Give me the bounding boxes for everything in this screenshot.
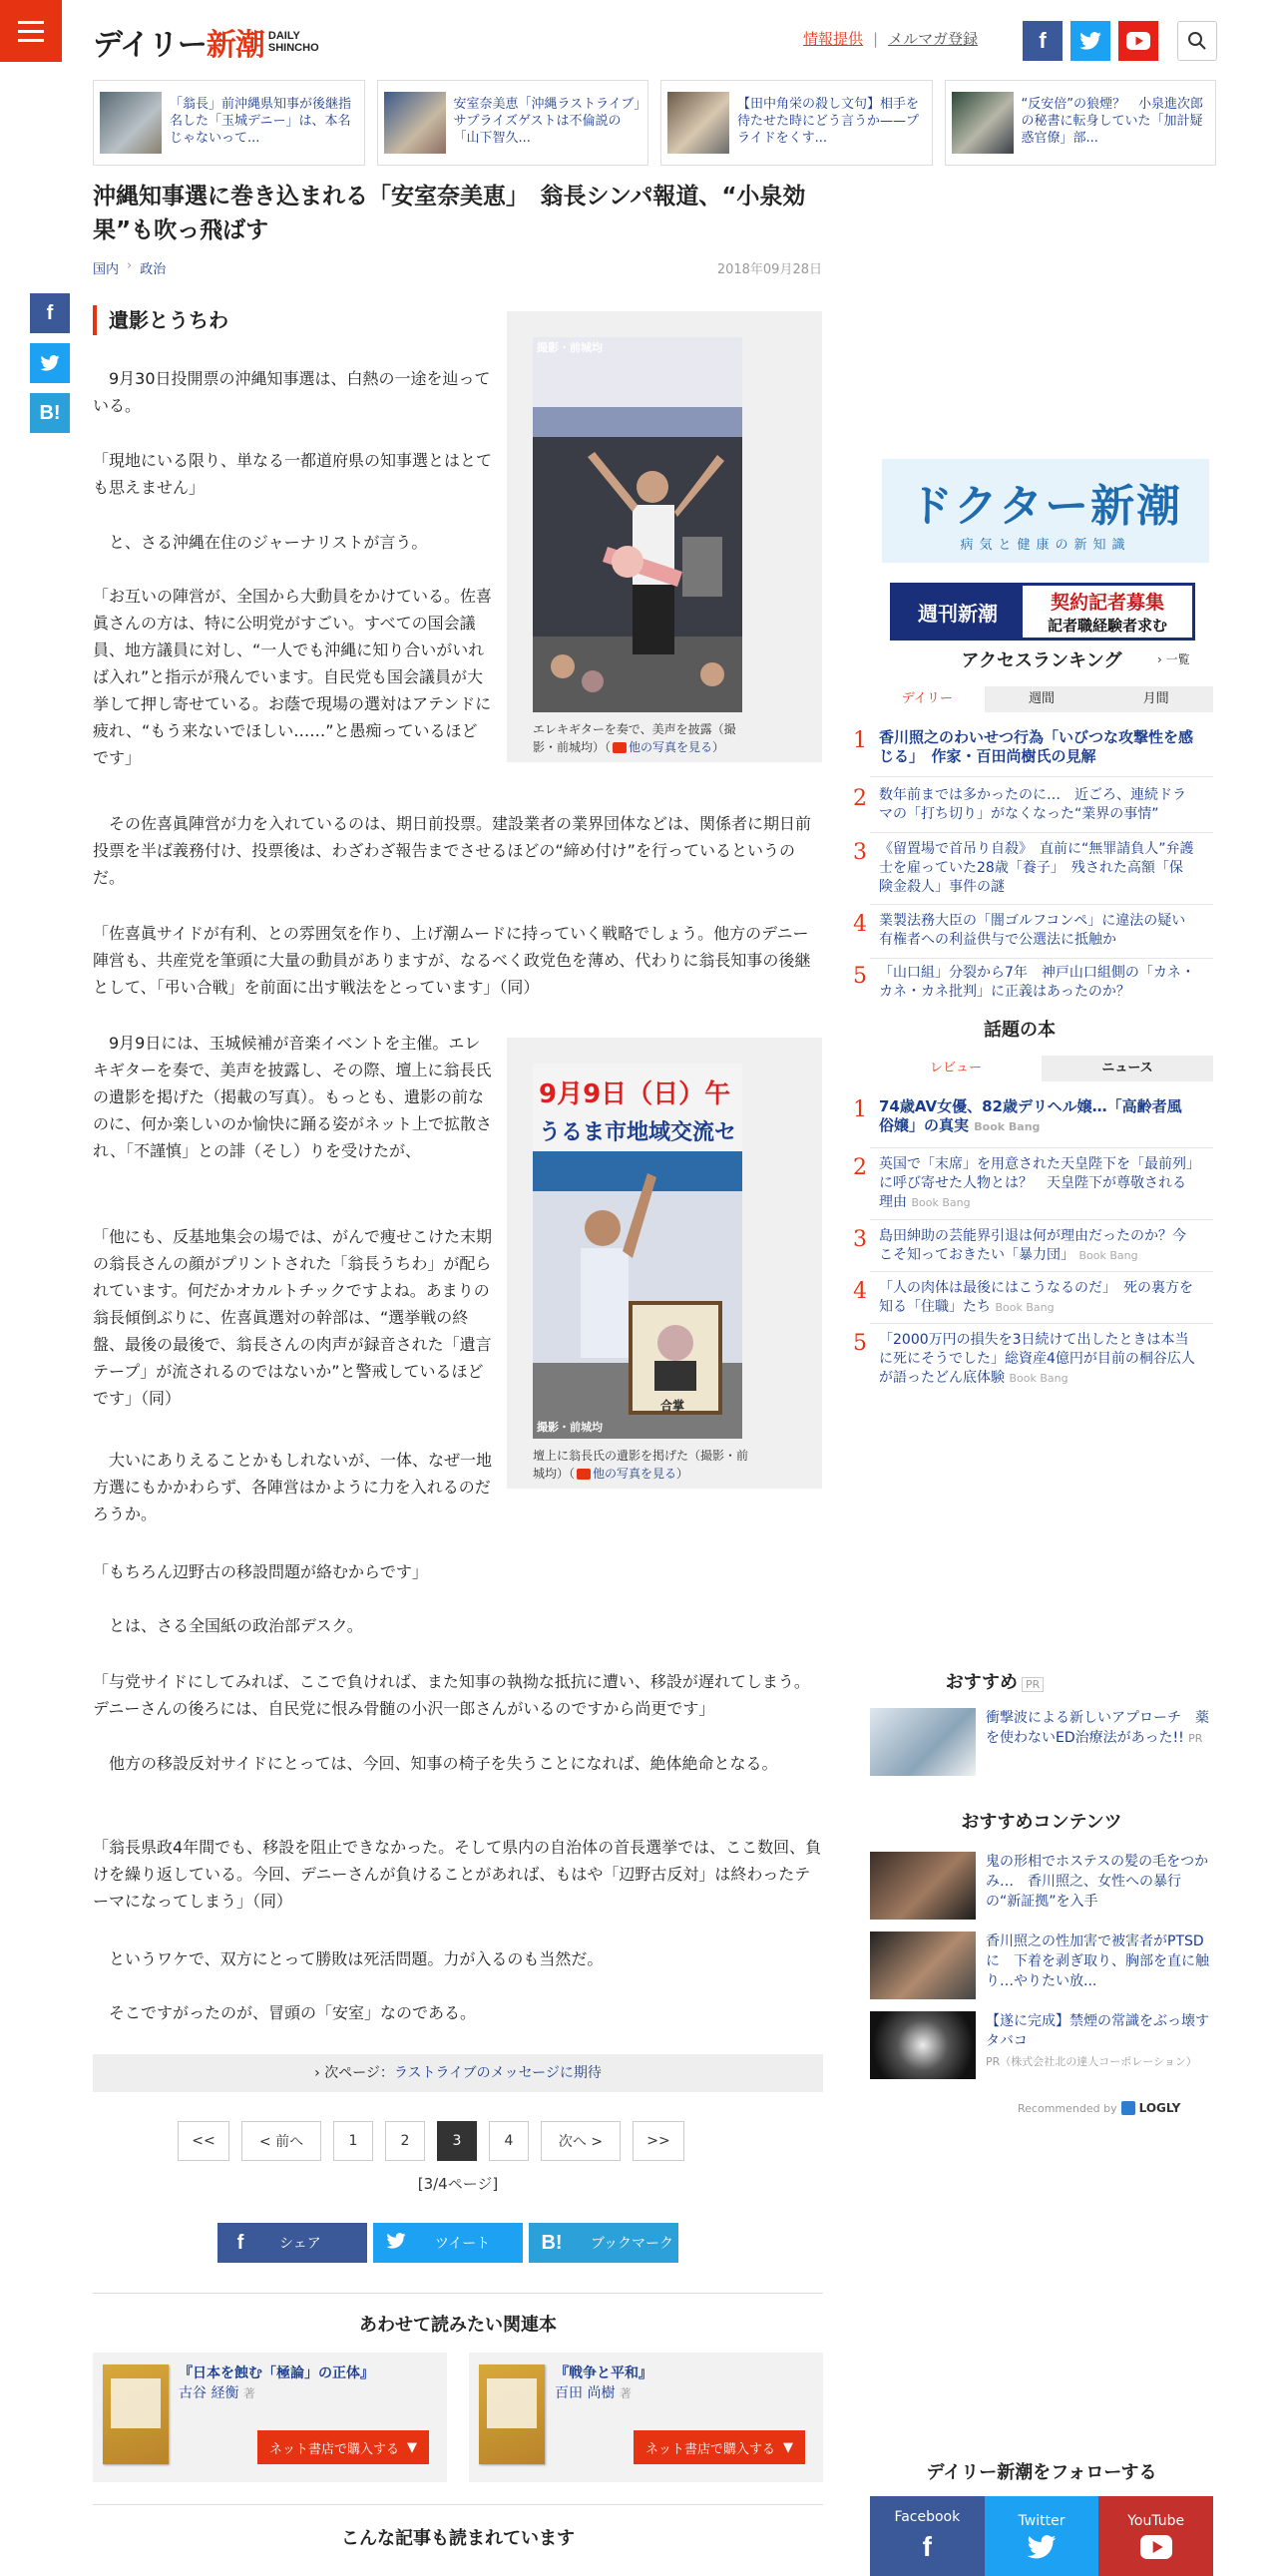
divider bbox=[93, 2293, 823, 2294]
rank-title-text: 英国で「末席」を用意された天皇陛下を「最前列」に呼び寄せた人物とは？ 天皇陛下が尊敬される理由 bbox=[879, 1156, 1193, 1210]
books-heading: 話題の本 bbox=[984, 1020, 1056, 1041]
recommended-by[interactable] bbox=[1018, 2101, 1180, 2115]
poster-place-text: うるま市地域交流セ bbox=[539, 1120, 737, 1145]
youtube-play-icon bbox=[1126, 32, 1150, 50]
rank-number: 3 bbox=[853, 1227, 867, 1252]
first-page-button[interactable]: << bbox=[178, 2121, 229, 2161]
content-title-text: 鬼の形相でホステスの髪の毛をつかみ… 香川照之、女性への暴行の“新証拠”を入手 bbox=[986, 1854, 1209, 1910]
tab-weekly[interactable]: 週間 bbox=[985, 686, 1099, 712]
recommended-title-text: 衝撃波による新しいアプローチ 薬を使わないED治療法があった!! bbox=[986, 1710, 1209, 1746]
article-thumbnail bbox=[100, 92, 162, 154]
logo-jp-b: 新潮 bbox=[206, 28, 264, 63]
paragraph: 「翁長県政4年間でも、移設を阻止できなかった。そして県内の自治体の首長選挙では、ここ数回、負けを繰り返している。今回、デニーさんが負けることがあれば、もはや「辺野古反対」は終わったテーマになってしまう」（同） bbox=[93, 1838, 822, 1911]
rank-title-text: 74歳AV女優、82歳デリヘル嬢…「高齢者風俗嬢」の真実 bbox=[879, 1097, 1182, 1134]
related-books-heading: あわせて読みたい関連本 bbox=[359, 2315, 557, 2336]
ad-shincho-text bbox=[1023, 586, 1192, 638]
divider bbox=[870, 1323, 1213, 1324]
paragraph: 「佐喜眞サイドが有利、との雰囲気を作り、上げ潮ムードに持っていく戦略でしょう。他方のデニー陣営も、共産党を筆頭に大量の動員がありますが、なるべく政党色を薄め、代わりに翁長知事の後継として、「弔い合戦」を前面に出す戦法をとっています」（同） bbox=[93, 924, 811, 997]
book-author: 百田 尚樹 bbox=[555, 2385, 616, 2401]
divider bbox=[870, 1147, 1213, 1148]
share-label: ツイート bbox=[435, 2236, 491, 2252]
ranking-item[interactable] bbox=[853, 728, 1196, 766]
chevron-right-icon: › bbox=[1157, 652, 1166, 666]
buy-book-button[interactable] bbox=[634, 2430, 805, 2464]
paragraph: 9月9日には、玉城候補が音楽イベントを主催。エレキギターを奏で、美声を披露し、その際、壇上に翁長氏の遺影を掲げた（掲載の写真）。もっとも、遺影の前なのに、何か楽しいのか愉快に踊る姿がネット上で拡散され、「不謹慎」との誹（そし）りを受けたが、 bbox=[93, 1034, 493, 1160]
ranking-item[interactable] bbox=[853, 786, 1196, 824]
rank-title[interactable] bbox=[879, 1331, 1196, 1388]
more-photos-link[interactable]: 他の写真を見る bbox=[629, 740, 713, 754]
book-cover-label bbox=[487, 2378, 537, 2428]
hatena-icon: B! bbox=[541, 2231, 563, 2254]
caret-down-icon: ▼ bbox=[783, 2439, 793, 2455]
top-article-card[interactable] bbox=[93, 80, 365, 166]
author-suffix: 著 bbox=[242, 2386, 255, 2400]
rank-source: Book Bang bbox=[1078, 1249, 1138, 1262]
share-label: シェア bbox=[279, 2236, 321, 2252]
recommended-by-text: Recommended by bbox=[1018, 2101, 1117, 2115]
content-item[interactable] bbox=[870, 1852, 1213, 1920]
pr-label: PR bbox=[1188, 1732, 1203, 1745]
breadcrumb-politics[interactable]: 政治 bbox=[140, 262, 167, 277]
portrait-caption-text: 合掌 bbox=[660, 1399, 685, 1413]
ad-recruit-subtitle: 記者職経験者求む bbox=[1047, 617, 1167, 635]
page-4-button[interactable]: 4 bbox=[489, 2121, 529, 2161]
logo-text bbox=[93, 20, 264, 64]
ranking-item[interactable] bbox=[853, 964, 1196, 1002]
top-article-text: 【田中角栄の殺し文句】相手を待たせた時にどう言うか——プライドをくす... bbox=[737, 97, 920, 146]
paragraph: 「現地にいる限り、単なる一都道府県の知事選とはとても思えません」 bbox=[93, 451, 493, 497]
twitter-share-button[interactable] bbox=[373, 2223, 523, 2263]
photo-caption bbox=[533, 720, 752, 756]
divider bbox=[870, 958, 1213, 959]
more-photos-link[interactable]: 他の写真を見る bbox=[593, 1467, 677, 1481]
section-subhead: 遺影とうちわ bbox=[93, 305, 228, 335]
header-separator: | bbox=[873, 29, 879, 48]
content-thumbnail bbox=[870, 2011, 976, 2079]
follow-youtube[interactable] bbox=[1098, 2496, 1213, 2576]
paragraph: と、さる沖縄在住のジャーナリストが言う。 bbox=[93, 533, 428, 552]
ad-doctor-title: ドクター新潮 bbox=[908, 480, 1183, 532]
rank-number: 2 bbox=[853, 1155, 867, 1180]
photo-box[interactable] bbox=[507, 311, 822, 762]
logo-en-1: DAILY bbox=[267, 30, 300, 42]
logo-en bbox=[268, 30, 319, 54]
rank-number: 5 bbox=[853, 964, 867, 989]
ranking-all-label: 一覧 bbox=[1165, 652, 1190, 666]
article-thumbnail bbox=[384, 92, 446, 154]
book-author-line bbox=[555, 2382, 632, 2402]
ranking-item[interactable] bbox=[853, 912, 1200, 950]
contents-heading: おすすめコンテンツ bbox=[961, 1812, 1122, 1833]
divider bbox=[870, 1219, 1213, 1220]
rank-number: 4 bbox=[853, 1279, 867, 1304]
breadcrumb-domestic[interactable]: 国内 bbox=[93, 262, 120, 277]
hatena-bookmark-button[interactable] bbox=[529, 2223, 678, 2263]
author-suffix: 著 bbox=[619, 2386, 632, 2400]
twitter-icon[interactable] bbox=[1070, 21, 1110, 61]
top-article-card[interactable] bbox=[660, 80, 933, 166]
follow-label: YouTube bbox=[1127, 2513, 1185, 2529]
page-3-button[interactable]: 3 bbox=[437, 2121, 477, 2161]
rank-number: 1 bbox=[853, 1097, 867, 1122]
header-links bbox=[803, 28, 978, 49]
next-page-bar[interactable] bbox=[93, 2054, 823, 2092]
page-count: [3/4ページ] bbox=[417, 2175, 499, 2193]
content-thumbnail bbox=[870, 1852, 976, 1920]
rank-title[interactable]: 香川照之のわいせつ行為「いびつな攻撃性を感じる」 作家・百田尚樹氏の見解 bbox=[879, 728, 1194, 765]
rank-title[interactable]: 「山口組」分裂から7年 神戸山口組側の「カネ・カネ・カネ批判」に正義はあったのか？ bbox=[879, 965, 1195, 1000]
article-date: 2018年09月28日 bbox=[716, 262, 822, 277]
buy-label: ネット書店で購入する bbox=[644, 2441, 775, 2457]
tab-daily[interactable]: デイリー bbox=[870, 686, 985, 712]
article-photo[interactable] bbox=[533, 337, 742, 712]
book-title[interactable]: 『日本を蝕む「極論」の正体』 bbox=[179, 2365, 374, 2381]
book-rank-item[interactable] bbox=[853, 1097, 1196, 1136]
top-article-card[interactable] bbox=[377, 80, 653, 166]
info-link[interactable]: 情報提供 bbox=[803, 30, 864, 48]
pr-badge: PR bbox=[1022, 1677, 1044, 1692]
header-social bbox=[1023, 21, 1158, 61]
rank-number: 2 bbox=[853, 786, 867, 811]
book-cover bbox=[479, 2364, 545, 2464]
article-thumbnail bbox=[952, 92, 1014, 154]
follow-label: Twitter bbox=[1018, 2513, 1066, 2529]
tab-news[interactable]: ニュース bbox=[1042, 1056, 1213, 1081]
divider bbox=[870, 904, 1213, 905]
shukan-shincho-ad[interactable] bbox=[890, 583, 1195, 641]
page-1-button[interactable]: 1 bbox=[333, 2121, 373, 2161]
rank-number: 5 bbox=[853, 1331, 867, 1356]
follow-label: Facebook bbox=[894, 2509, 961, 2525]
book-rank-item[interactable] bbox=[853, 1279, 1196, 1317]
divider bbox=[93, 2504, 823, 2505]
paragraph: そこですがったのが、冒頭の「安室」なのである。 bbox=[93, 2003, 477, 2022]
book-rank-item[interactable] bbox=[853, 1155, 1196, 1212]
article-thumbnail bbox=[667, 92, 729, 154]
rank-source: Book Bang bbox=[1009, 1372, 1068, 1385]
facebook-icon: f bbox=[236, 2231, 244, 2254]
book-rank-item[interactable] bbox=[853, 1227, 1196, 1265]
doctor-shincho-ad[interactable] bbox=[882, 459, 1209, 563]
prev-page-button[interactable]: < 前へ bbox=[241, 2121, 321, 2161]
follow-facebook[interactable] bbox=[870, 2496, 985, 2576]
caption-close: ） bbox=[712, 740, 725, 754]
rank-source: Book Bang bbox=[995, 1301, 1055, 1314]
next-page-link[interactable]: ラストライブのメッセージに期待 bbox=[393, 2065, 602, 2081]
article-photo[interactable] bbox=[533, 1064, 742, 1439]
content-title-text: 【遂に完成】禁煙の常識をぶっ壊すタバコ bbox=[986, 2013, 1209, 2049]
camera-icon bbox=[577, 1469, 591, 1480]
twitter-bird-icon bbox=[386, 2233, 406, 2249]
facebook-icon: f bbox=[922, 2531, 932, 2562]
ad-doctor-subtitle: 病気と健康の新知識 bbox=[960, 537, 1131, 553]
top-article-card[interactable] bbox=[945, 80, 1217, 166]
content-item[interactable] bbox=[870, 1932, 1213, 1999]
buy-label: ネット書店で購入する bbox=[268, 2441, 399, 2457]
facebook-share-button[interactable] bbox=[217, 2223, 367, 2263]
rank-title-text: 「2000万円の損失を3日続けて出したときは本当に死にそうでした」総資産4億円が目前の桐谷広人が語ったどん底体験 bbox=[879, 1332, 1195, 1386]
side-twitter-icon[interactable] bbox=[30, 343, 70, 383]
side-facebook-icon[interactable]: f bbox=[30, 293, 70, 333]
search-icon bbox=[1187, 31, 1207, 51]
article-title: 沖縄知事選に巻き込まれる「安室奈美恵」 翁長シンパ報道、“小泉効果”も吹っ飛ばす bbox=[93, 184, 806, 243]
camera-icon bbox=[613, 742, 627, 753]
recommended-item[interactable] bbox=[870, 1708, 1213, 1776]
last-page-button[interactable]: >> bbox=[633, 2121, 684, 2161]
page-2-button[interactable]: 2 bbox=[385, 2121, 425, 2161]
rank-source: Book Bang bbox=[974, 1120, 1041, 1133]
rank-title-text: 「人の肉体は最後にはこうなるのだ」 死の裏方を知る「住職」たち bbox=[879, 1280, 1193, 1315]
recommended-title[interactable] bbox=[986, 1708, 1213, 1776]
follow-twitter[interactable] bbox=[985, 2496, 1099, 2576]
photo-guitar-performance bbox=[533, 337, 742, 712]
content-title[interactable] bbox=[986, 1932, 1213, 1999]
content-title[interactable] bbox=[986, 1852, 1213, 1920]
photo-box[interactable] bbox=[507, 1038, 822, 1489]
tab-monthly[interactable]: 月間 bbox=[1098, 686, 1213, 712]
rank-title[interactable] bbox=[879, 1097, 1196, 1136]
breadcrumb bbox=[93, 258, 166, 277]
caption-text: 壇上に翁長氏の遺影を掲げた（撮影・前城均）（ bbox=[533, 1449, 749, 1481]
site-logo[interactable] bbox=[93, 22, 319, 62]
content-sponsor: PR（株式会社北の達人コーポレーション） bbox=[986, 2055, 1197, 2068]
paragraph: その佐喜眞陣営が力を入れているのは、期日前投票。建設業者の業界団体などは、関係者に期日前投票を半ば義務付け、投票後は、わざわざ報告までさせるほどの“締め付け”を行っているというのだ。 bbox=[93, 814, 812, 887]
menu-icon-bar bbox=[18, 21, 44, 24]
tab-review[interactable]: レビュー bbox=[870, 1056, 1042, 1081]
paragraph: 他方の移設反対サイドにとっては、今回、知事の椅子を失うことになれば、絶体絶命となる。 bbox=[93, 1754, 778, 1773]
photo-caption bbox=[533, 1447, 752, 1483]
related-book-card[interactable] bbox=[93, 2353, 447, 2482]
paragraph: 「与党サイドにしてみれば、ここで負ければ、また知事の執拗な抵抗に遭い、移設が遅れてしまう。デニーさんの後ろには、自民党に恨み骨髄の小沢一郎さんがいるのですから尚更です」 bbox=[93, 1672, 810, 1718]
youtube-icon bbox=[1139, 2535, 1173, 2559]
ranking-tabs bbox=[870, 686, 1213, 712]
paragraph: 「お互いの陣営が、全国から大動員をかけている。佐喜眞さんの方は、特に公明党がすごい。すべての国会議員、地方議員に対し、“一人でも沖縄に知り合いがいれば入れ”と指示が飛んでいます。自民党も国会議員が大挙して押し寄せている。お蔭で現場の選対はアテンドに疲れ、“もう来ないでほしい……”と愚痴っているほどです」 bbox=[93, 587, 493, 767]
paragraph: 大いにありえることかもしれないが、一体、なぜ一地方選にもかかわらず、各陣営はかように力を入れるのだろうか。 bbox=[93, 1451, 493, 1523]
twitter-icon bbox=[1027, 2535, 1057, 2559]
side-hatena-icon[interactable]: B! bbox=[30, 393, 70, 433]
search-button[interactable] bbox=[1177, 21, 1217, 61]
book-author-line bbox=[179, 2382, 255, 2402]
paragraph: 「他にも、反基地集会の場では、がんで痩せこけた末期の翁長さんの顔がプリントされた「翁長うちわ」が配られています。何だかオカルトチックですよね。あまりの翁長傾倒ぶりに、佐喜眞選対の幹部は、“選挙戦の終盤、最後の最後で、翁長さんの肉声が録音された「遺言テープ」が流されるのではないか”と警戒しているほどです」（同） bbox=[93, 1227, 493, 1408]
side-share bbox=[30, 293, 70, 433]
book-rank-item[interactable] bbox=[853, 1331, 1196, 1388]
follow-buttons bbox=[870, 2496, 1213, 2576]
youtube-icon[interactable] bbox=[1118, 21, 1158, 61]
caret-down-icon: ▼ bbox=[407, 2439, 417, 2455]
newsletter-link[interactable]: メルマガ登録 bbox=[888, 30, 979, 48]
osusume-title: おすすめ bbox=[945, 1672, 1018, 1693]
top-article-text: “反安倍”の狼煙？ 小泉進次郎の秘書に転身していた「加計疑惑官僚」部... bbox=[1021, 97, 1203, 146]
rank-title[interactable] bbox=[879, 1155, 1196, 1212]
ranking-all-link[interactable] bbox=[1157, 650, 1190, 667]
share-row bbox=[217, 2223, 678, 2263]
paragraph: 「もちろん辺野古の移設問題が絡むからです」 bbox=[93, 1562, 428, 1581]
logly-logo: LOGLY bbox=[1138, 2101, 1181, 2115]
paragraph: 9月30日投開票の沖縄知事選は、白熱の一途を辿っている。 bbox=[93, 369, 491, 415]
twitter-icon bbox=[381, 2232, 411, 2255]
rank-number: 1 bbox=[853, 728, 867, 753]
buy-book-button[interactable] bbox=[257, 2430, 429, 2464]
books-tabs bbox=[870, 1056, 1213, 1081]
twitter-bird-icon bbox=[1079, 32, 1101, 50]
paragraph: とは、さる全国紙の政治部デスク。 bbox=[93, 1616, 363, 1635]
chevron-right-icon: › bbox=[314, 2065, 320, 2081]
rank-title[interactable] bbox=[879, 1227, 1196, 1265]
menu-button[interactable] bbox=[0, 0, 62, 62]
poster-date-text: 9月9日（日）午 bbox=[539, 1079, 731, 1109]
rank-title[interactable]: 《留置場で首吊り自殺》 直前に“無罪請負人”弁護士を雇っていた28歳「養子」 残された高額「保険金殺人」事件の謎 bbox=[879, 841, 1194, 895]
top-article-text: 安室奈美恵「沖縄ラストライブ」 サプライズゲストは不倫説の「山下智久... bbox=[453, 97, 653, 146]
caption-text: エレキギターを奏で、美声を披露（撮影・前城均）（ bbox=[533, 722, 736, 754]
logly-icon bbox=[1121, 2101, 1135, 2115]
divider bbox=[870, 832, 1213, 833]
menu-icon-bar bbox=[18, 30, 44, 33]
rank-source: Book Bang bbox=[911, 1196, 971, 1209]
follow-heading: デイリー新潮をフォローする bbox=[926, 2462, 1157, 2483]
logo-en-2: SHINCHO bbox=[267, 42, 319, 54]
facebook-icon[interactable]: f bbox=[1023, 21, 1063, 61]
rank-number: 4 bbox=[853, 912, 867, 937]
top-articles bbox=[93, 80, 1216, 166]
book-author: 古谷 経衡 bbox=[179, 2385, 239, 2401]
recommended-thumbnail bbox=[870, 1708, 976, 1776]
next-page-button[interactable]: 次へ > bbox=[541, 2121, 621, 2161]
also-read-heading: こんな記事も読まれています bbox=[341, 2528, 575, 2549]
ad-shincho-logo: 週刊新潮 bbox=[893, 586, 1023, 638]
book-cover-label bbox=[111, 2378, 161, 2428]
photo-credit: 撮影・前城均 bbox=[537, 341, 603, 354]
chevron-right-icon: › bbox=[127, 258, 133, 273]
photo-credit: 撮影・前城均 bbox=[537, 1421, 603, 1434]
content-thumbnail bbox=[870, 1932, 976, 1999]
book-cover bbox=[103, 2364, 169, 2464]
next-page-prefix: 次ページ： bbox=[324, 2065, 394, 2081]
ad-recruit-title: 契約記者募集 bbox=[1050, 592, 1164, 614]
logo-jp-a: デイリー bbox=[93, 28, 207, 63]
top-article-text: 「翁長」前沖縄県知事が後継指名した「玉城デニー」は、本名じゃないって... bbox=[170, 97, 352, 146]
book-title[interactable]: 『戦争と平和』 bbox=[555, 2365, 652, 2381]
rank-title[interactable]: 数年前までは多かったのに… 近ごろ、連続ドラマの「打ち切り」がなくなった“業界の事情” bbox=[879, 787, 1186, 822]
osusume-heading bbox=[870, 1668, 1119, 1694]
rank-title-text: 島田紳助の芸能界引退は何が理由だったのか？今こそ知っておきたい「暴力団」 bbox=[879, 1228, 1186, 1263]
ranking-item[interactable] bbox=[853, 840, 1196, 897]
rank-title[interactable] bbox=[879, 1279, 1196, 1317]
rank-title[interactable]: 業製法務大臣の「闇ゴルフコンペ」に違法の疑い 有権者への利益供与で公選法に抵触か bbox=[879, 913, 1200, 948]
caption-close: ） bbox=[676, 1467, 689, 1481]
divider bbox=[870, 1271, 1213, 1272]
menu-icon-bar bbox=[18, 39, 44, 42]
ranking-heading: アクセスランキング bbox=[961, 650, 1122, 671]
paragraph: というワケで、双方にとって勝敗は死活問題。力が入るのも当然だ。 bbox=[93, 1949, 604, 1968]
content-title[interactable] bbox=[986, 2011, 1213, 2079]
related-book-card[interactable] bbox=[469, 2353, 823, 2482]
rank-number: 3 bbox=[853, 840, 867, 865]
twitter-bird-icon bbox=[40, 355, 60, 371]
content-title-text: 香川照之の性加害で被害者がPTSDに 下着を剥ぎ取り、胸部を直に触り…やりたい放... bbox=[986, 1933, 1209, 1989]
divider bbox=[870, 776, 1213, 777]
content-item[interactable] bbox=[870, 2011, 1213, 2079]
share-label: ブックマーク bbox=[591, 2236, 674, 2252]
pagination bbox=[178, 2121, 684, 2161]
